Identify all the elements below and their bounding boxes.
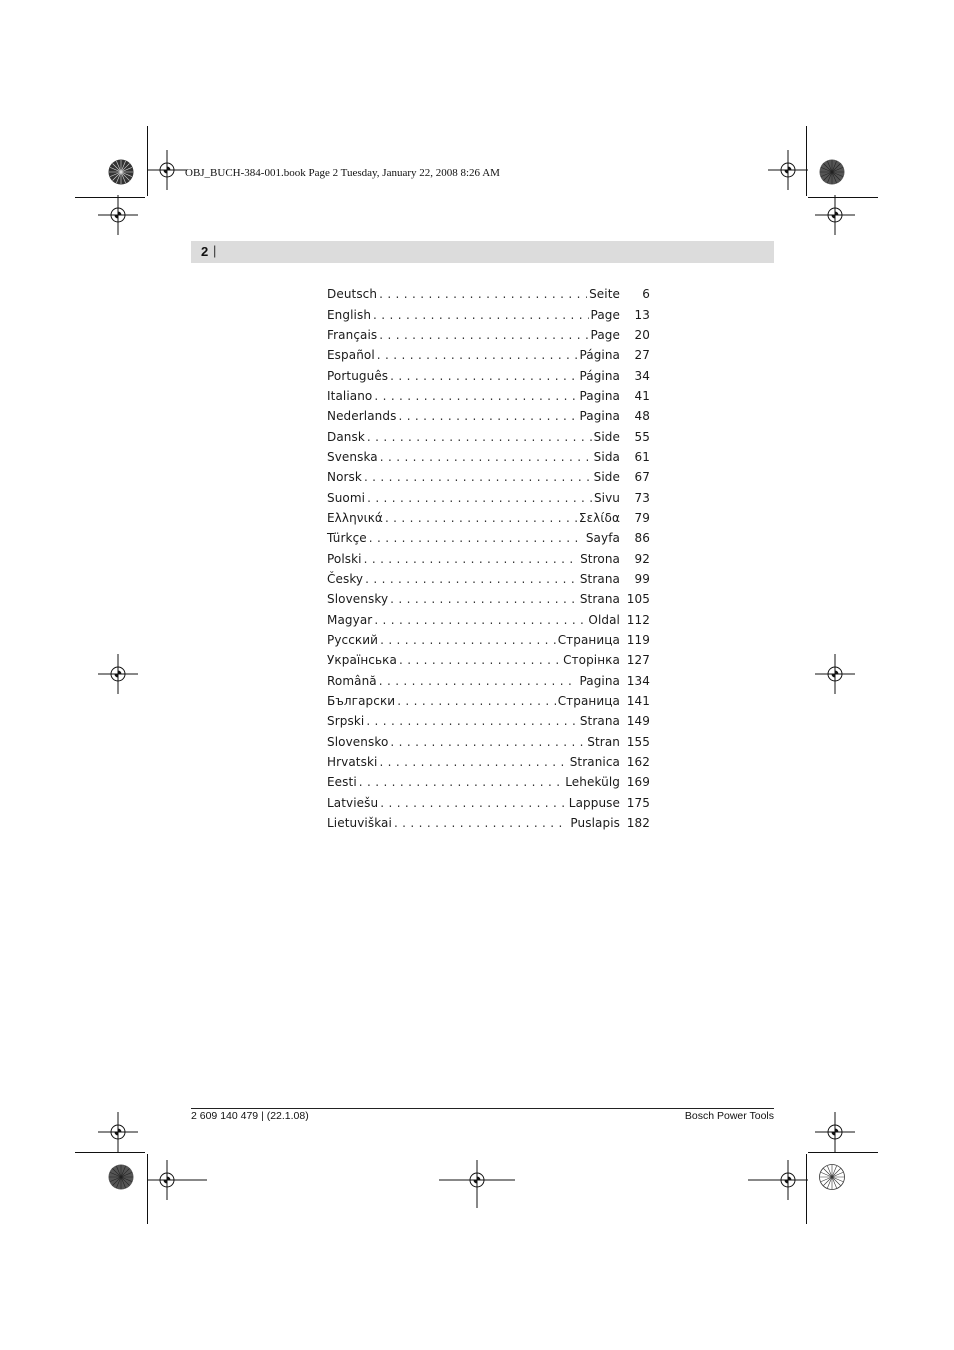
toc-language: Deutsch [327, 287, 378, 302]
toc-leader-dots [379, 755, 567, 769]
toc-page-number: 162 [626, 755, 650, 770]
toc-language: Suomi [327, 490, 366, 505]
toc-page-number: 41 [634, 388, 650, 403]
toc-entry[interactable] [327, 447, 650, 467]
toc-entry[interactable] [327, 284, 650, 304]
toc-page-number: 99 [634, 571, 650, 586]
toc-page-word: Side [593, 470, 620, 485]
toc-entry[interactable] [327, 325, 650, 345]
toc-entry[interactable] [327, 589, 650, 609]
toc-entry[interactable] [327, 752, 650, 772]
registration-mark [768, 1160, 808, 1200]
registration-mark [815, 195, 855, 235]
toc-page-word: Página [579, 368, 620, 383]
toc-entry[interactable] [327, 630, 650, 650]
footer-document-number: 2 609 140 479 | (22.1.08) [191, 1110, 309, 1122]
toc-page-number: 20 [634, 327, 650, 342]
toc-language: Hrvatski [327, 755, 378, 770]
toc-language: Srpski [327, 714, 365, 729]
toc-page-word: Страница [557, 633, 620, 648]
toc-leader-dots [380, 450, 592, 464]
toc-leader-dots [397, 694, 555, 708]
toc-leader-dots [398, 409, 577, 423]
registration-mark [98, 654, 138, 694]
toc-leader-dots [390, 592, 578, 606]
toc-entry[interactable] [327, 508, 650, 528]
page-header-bar [191, 241, 774, 263]
toc-entry[interactable] [327, 345, 650, 365]
toc-page-number: 6 [642, 287, 650, 302]
toc-language: Русский [327, 633, 379, 648]
toc-language: Dansk [327, 429, 365, 444]
toc-language: Português [327, 368, 389, 383]
toc-entry[interactable] [327, 671, 650, 691]
star-target [819, 159, 845, 185]
toc-page-word: Seite [589, 287, 620, 302]
toc-leader-dots [364, 552, 578, 566]
toc-page-word: Lehekülg [565, 775, 620, 790]
toc-leader-dots [364, 470, 592, 484]
toc-leader-dots [379, 287, 587, 301]
toc-page-number: 13 [634, 307, 650, 322]
toc-leader-dots [379, 674, 578, 688]
star-target [108, 159, 134, 185]
table-of-contents [327, 284, 650, 833]
star-target [819, 1164, 845, 1190]
toc-page-number: 34 [634, 368, 650, 383]
toc-page-number: 141 [626, 694, 650, 709]
crop-line [75, 1152, 145, 1153]
toc-entry[interactable] [327, 691, 650, 711]
toc-page-word: Sivu [593, 490, 620, 505]
toc-page-number: 92 [634, 551, 650, 566]
toc-entry[interactable] [327, 467, 650, 487]
toc-entry[interactable] [327, 406, 650, 426]
toc-language: English [327, 307, 372, 322]
registration-mark [147, 150, 187, 190]
print-slug: OBJ_BUCH-384-001.book Page 2 Tuesday, January 22, 2008 8:26 AM [185, 167, 500, 179]
toc-language: Español [327, 348, 375, 363]
toc-leader-dots [394, 816, 568, 830]
toc-leader-dots [374, 613, 586, 627]
toc-leader-dots [380, 633, 556, 647]
toc-entry[interactable] [327, 426, 650, 446]
toc-leader-dots [369, 531, 584, 545]
toc-page-number: 105 [626, 592, 650, 607]
toc-page-word: Σελίδα [578, 510, 620, 525]
registration-mark [768, 150, 808, 190]
toc-page-number: 182 [626, 816, 650, 831]
toc-page-word: Stranica [569, 755, 620, 770]
toc-entry[interactable] [327, 711, 650, 731]
toc-page-word: Pagina [579, 388, 620, 403]
registration-mark [98, 195, 138, 235]
registration-mark [147, 1160, 187, 1200]
toc-language: Lietuviškai [327, 816, 392, 831]
toc-language: Українська [327, 653, 397, 668]
toc-entry[interactable] [327, 304, 650, 324]
toc-language: Italiano [327, 388, 373, 403]
toc-language: Türkçe [327, 531, 367, 546]
toc-page-number: 119 [626, 633, 650, 648]
toc-entry[interactable] [327, 386, 650, 406]
toc-entry[interactable] [327, 793, 650, 813]
toc-page-word: Puslapis [570, 816, 620, 831]
toc-leader-dots [367, 430, 592, 444]
toc-language: Eesti [327, 775, 357, 790]
star-target [108, 1164, 134, 1190]
page-number: 2 [201, 244, 209, 259]
toc-language: Română [327, 673, 377, 688]
toc-language: Nederlands [327, 409, 397, 424]
toc-language: Norsk [327, 470, 362, 485]
page-number-separator: | [213, 243, 217, 258]
toc-language: Svenska [327, 449, 378, 464]
toc-page-number: 67 [634, 470, 650, 485]
crop-line [808, 1152, 878, 1153]
toc-leader-dots [359, 775, 563, 789]
toc-leader-dots [390, 735, 585, 749]
toc-language: Magyar [327, 612, 373, 627]
toc-leader-dots [365, 572, 578, 586]
toc-language: Polski [327, 551, 362, 566]
registration-mark [98, 1112, 138, 1152]
toc-page-word: Side [593, 429, 620, 444]
toc-page-word: Page [590, 327, 620, 342]
toc-page-number: 175 [626, 795, 650, 810]
toc-page-word: Strona [580, 551, 620, 566]
toc-page-word: Oldal [588, 612, 620, 627]
toc-page-number: 149 [626, 714, 650, 729]
toc-page-word: Lappuse [568, 795, 620, 810]
toc-leader-dots [377, 348, 578, 362]
registration-mark [457, 1160, 497, 1200]
toc-page-word: Сторінка [563, 653, 620, 668]
toc-page-word: Pagina [579, 409, 620, 424]
toc-page-word: Strana [579, 571, 620, 586]
toc-page-word: Página [579, 348, 620, 363]
toc-page-number: 169 [626, 775, 650, 790]
toc-page-word: Sayfa [585, 531, 620, 546]
toc-entry[interactable] [327, 650, 650, 670]
toc-page-word: Stran [587, 734, 620, 749]
toc-page-number: 73 [634, 490, 650, 505]
footer-brand: Bosch Power Tools [684, 1110, 774, 1122]
toc-page-word: Sida [593, 449, 620, 464]
registration-mark [815, 654, 855, 694]
toc-leader-dots [380, 796, 567, 810]
toc-entry[interactable] [327, 487, 650, 507]
toc-leader-dots [374, 389, 577, 403]
toc-entry[interactable] [327, 732, 650, 752]
toc-page-number: 127 [626, 653, 650, 668]
toc-page-number: 155 [626, 734, 650, 749]
toc-leader-dots [367, 491, 592, 505]
toc-language: Ελληνικά [327, 510, 383, 525]
toc-page-number: 61 [634, 449, 650, 464]
toc-leader-dots [373, 308, 589, 322]
toc-leader-dots [366, 714, 578, 728]
toc-page-number: 86 [634, 531, 650, 546]
toc-leader-dots [390, 369, 577, 383]
toc-leader-dots [379, 328, 588, 342]
toc-entry[interactable] [327, 772, 650, 792]
toc-page-number: 27 [634, 348, 650, 363]
toc-entry[interactable] [327, 813, 650, 833]
toc-page-number: 55 [634, 429, 650, 444]
toc-entry[interactable] [327, 365, 650, 385]
toc-page-number: 48 [634, 409, 650, 424]
toc-language: Slovensky [327, 592, 389, 607]
toc-language: Slovensko [327, 734, 389, 749]
toc-page-number: 79 [634, 510, 650, 525]
toc-entry[interactable] [327, 548, 650, 568]
toc-language: Česky [327, 571, 364, 586]
toc-page-word: Strana [579, 714, 620, 729]
toc-language: Български [327, 694, 396, 709]
toc-page-word: Pagina [579, 673, 620, 688]
toc-language: Français [327, 327, 378, 342]
toc-leader-dots [399, 653, 561, 667]
toc-entry[interactable] [327, 610, 650, 630]
toc-page-number: 134 [626, 673, 650, 688]
toc-leader-dots [385, 511, 577, 525]
toc-page-word: Strana [579, 592, 620, 607]
toc-page-number: 112 [626, 612, 650, 627]
toc-page-word: Страница [557, 694, 620, 709]
toc-page-word: Page [590, 307, 620, 322]
footer-rule [191, 1108, 774, 1109]
toc-language: Latviešu [327, 795, 379, 810]
toc-entry[interactable] [327, 569, 650, 589]
registration-mark [815, 1112, 855, 1152]
toc-entry[interactable] [327, 528, 650, 548]
